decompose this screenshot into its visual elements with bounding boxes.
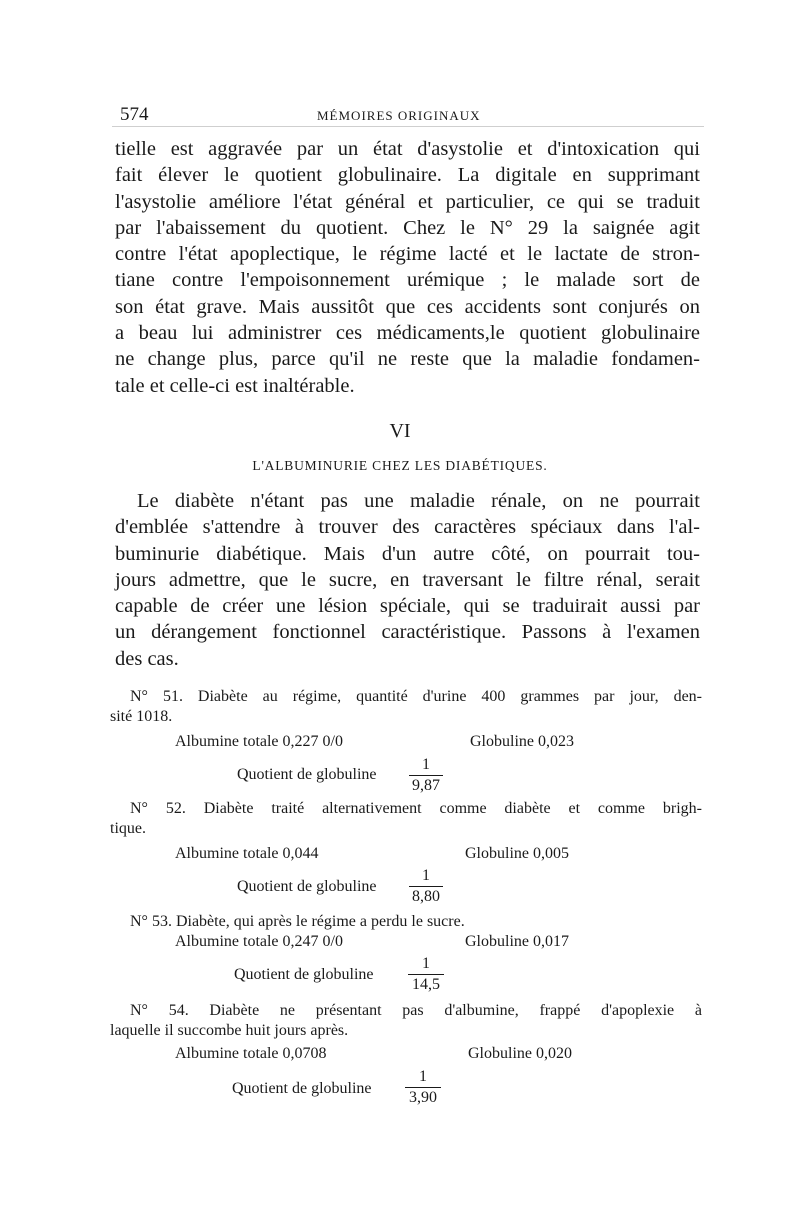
text-line: son état grave. Mais aussitôt que ces accidents sont conjurés on [115, 295, 700, 318]
case-52-albumine: Albumine totale 0,044 [175, 845, 319, 862]
fraction-denominator: 9,87 [412, 777, 440, 794]
fraction-numerator: 1 [422, 756, 430, 773]
text-line: fait élever le quotient globulinaire. La digitale en supprimant [115, 164, 700, 187]
section-title: L'ALBUMINURIE CHEZ LES DIABÉTIQUES. [252, 458, 548, 473]
text-line: par l'abaissement du quotient. Chez le N° 29 la saignée agit [115, 216, 700, 239]
text-line: d'emblée s'attendre à trouver des caractères spéciaux dans l'al- [115, 516, 700, 539]
text-line: N° 54. Diabète ne présentant pas d'albumine, frappé d'apoplexie à [130, 1002, 702, 1019]
case-52-fraction [409, 867, 443, 906]
text-line: tique. [110, 820, 146, 837]
text-line: tiane contre l'empoisonnement urémique ; le malade sort de [115, 269, 700, 292]
text-line: tielle est aggravée par un état d'asystolie et d'intoxication qui [115, 138, 700, 160]
quotient-label: Quotient de globuline [234, 966, 374, 983]
page-header [112, 102, 704, 127]
case-51-fraction [409, 756, 443, 795]
paragraph-1 [115, 136, 700, 399]
text-line: des cas. [115, 647, 179, 670]
case-53-albumine: Albumine totale 0,247 0/0 [175, 933, 343, 950]
text-line: ne change plus, parce qu'il ne reste que la maladie fondamen- [115, 348, 700, 371]
section-number: VI [389, 420, 411, 442]
text-line: sité 1018. [110, 708, 173, 725]
text-line: jours admettre, que le sucre, en traversant le filtre rénal, serait [115, 568, 700, 591]
quotient-label: Quotient de globuline [237, 766, 377, 783]
text-line: laquelle il succombe huit jours après. [110, 1022, 349, 1039]
text-line: l'asystolie améliore l'état général et particulier, ce qui se traduit [115, 190, 700, 213]
case-54-fraction [405, 1068, 441, 1107]
fraction-denominator: 3,90 [409, 1089, 437, 1106]
fraction-bar [409, 775, 443, 776]
case-54-description [110, 1001, 702, 1041]
case-53-fraction [408, 955, 444, 994]
fraction-numerator: 1 [422, 867, 430, 884]
case-52-globuline: Globuline 0,005 [465, 845, 569, 862]
fraction-bar [408, 974, 444, 975]
case-52-description [110, 799, 702, 839]
running-title: MÉMOIRES ORIGINAUX [317, 108, 481, 123]
page-number: 574 [120, 104, 149, 125]
case-53-globuline: Globuline 0,017 [465, 933, 569, 950]
text-line: Le diabète n'étant pas une maladie rénale, on ne pourrait [137, 490, 700, 512]
case-51-description [110, 687, 702, 727]
fraction-numerator: 1 [419, 1068, 427, 1085]
text-line: un dérangement fonctionnel caractéristique. Passons à l'examen [115, 621, 700, 644]
case-54-albumine: Albumine totale 0,0708 [175, 1045, 327, 1062]
text-line: N° 52. Diabète traité alternativement comme diabète et comme brigh- [130, 800, 702, 817]
quotient-label: Quotient de globuline [232, 1080, 372, 1097]
text-line: contre l'état apoplectique, le régime lacté et le lactate de stron- [115, 243, 700, 266]
text-line: capable de créer une lésion spéciale, qui se traduirait aussi par [115, 595, 700, 618]
fraction-bar [405, 1087, 441, 1088]
fraction-denominator: 14,5 [412, 976, 440, 993]
case-51-albumine: Albumine totale 0,227 0/0 [175, 733, 343, 750]
fraction-numerator: 1 [422, 955, 430, 972]
text-line: a beau lui administrer ces médicaments,le quotient globulinaire [115, 322, 700, 345]
quotient-label: Quotient de globuline [237, 878, 377, 895]
text-line: N° 51. Diabète au régime, quantité d'urine 400 grammes par jour, den- [130, 688, 702, 705]
fraction-bar [409, 886, 443, 887]
fraction-denominator: 8,80 [412, 888, 440, 905]
case-53-description [110, 912, 702, 932]
case-54-globuline: Globuline 0,020 [468, 1045, 572, 1062]
text-line: N° 53. Diabète, qui après le régime a perdu le sucre. [130, 913, 465, 930]
case-51-globuline: Globuline 0,023 [470, 733, 574, 750]
text-line: tale et celle-ci est inaltérable. [115, 374, 355, 397]
text-line: buminurie diabétique. Mais d'un autre côté, on pourrait tou- [115, 542, 700, 565]
paragraph-2 [115, 488, 700, 672]
